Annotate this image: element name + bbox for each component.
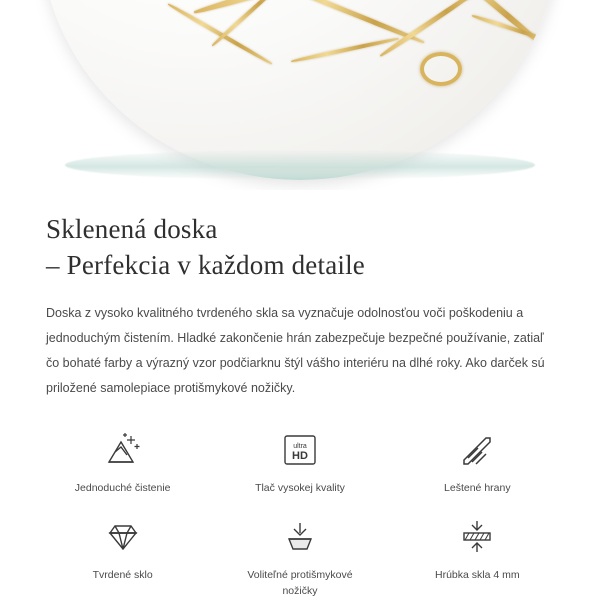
diamond-icon — [100, 514, 146, 560]
feature-label: Jednoduché čistenie — [74, 482, 171, 495]
feature-label: Tlač vysokej kvality — [255, 482, 345, 495]
text-content — [0, 212, 600, 401]
glass-edge-highlight — [65, 150, 535, 180]
feature-item — [34, 427, 211, 496]
thickness-icon — [454, 514, 500, 560]
feature-grid — [0, 427, 600, 599]
feature-item — [211, 514, 388, 598]
feature-label: Voliteľné protišmykové nožičky — [247, 569, 353, 597]
feature-item — [389, 514, 566, 598]
ultra-hd-icon — [277, 427, 323, 473]
feature-item — [34, 514, 211, 598]
polished-edges-icon — [454, 427, 500, 473]
anti-slip-feet-icon — [277, 514, 323, 560]
hero-image — [0, 0, 600, 190]
description-paragraph: Doska z vysoko kvalitného tvrdeného skla sa vyznačuje odolnosťou voči poškodeniu a jednoduchým čistením. Hladké zakončenie hrán zabezpečuje bezpečné používanie, zatiaľ čo bohaté farby a výrazný vzor podčiarknu štýl vášho interiéru na dlhé roky. Ako darček sú priložené samolepiace protišmykové nožičky. — [46, 306, 545, 396]
feature-item — [389, 427, 566, 496]
feature-item — [211, 427, 388, 496]
feature-label: Tvrdené sklo — [92, 569, 153, 582]
svg-text:ultra: ultra — [293, 443, 307, 451]
feature-label: Leštené hrany — [444, 482, 511, 495]
sparkle-cloth-icon — [100, 427, 146, 473]
svg-text:HD: HD — [292, 450, 308, 463]
title-line-2: – Perfekcia v každom detaile — [46, 249, 365, 280]
title-line-1: Sklenená doska — [46, 214, 218, 244]
gold-ring-detail — [420, 52, 462, 86]
page-title — [46, 212, 554, 283]
feature-label: Hrúbka skla 4 mm — [435, 569, 520, 582]
